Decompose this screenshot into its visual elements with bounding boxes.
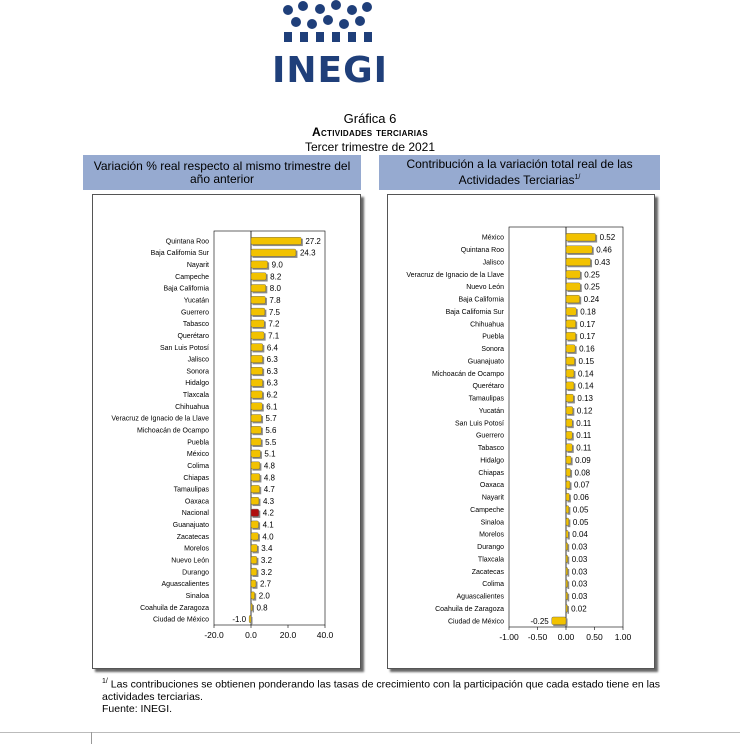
- bar: [566, 233, 596, 241]
- value-label: 4.2: [262, 508, 274, 518]
- bar: [251, 426, 261, 433]
- category-label: Tamaulipas: [173, 486, 209, 494]
- contribution-chart: [388, 195, 654, 668]
- value-label: -1.0: [232, 615, 247, 625]
- footnotes: [102, 676, 662, 715]
- right-header-text: [379, 158, 660, 187]
- category-label: Tamaulipas: [468, 395, 504, 403]
- category-label: Chihuahua: [470, 321, 504, 329]
- category-label: Ciudad de México: [447, 618, 504, 626]
- category-label: Guanajuato: [172, 522, 209, 530]
- bar: [566, 283, 580, 291]
- value-label: 0.14: [577, 369, 594, 379]
- value-label: 0.08: [574, 468, 591, 478]
- value-label: 4.1: [262, 520, 274, 530]
- page-divider: [0, 732, 740, 733]
- category-label: Guerrero: [180, 309, 209, 317]
- category-label: Baja California: [458, 296, 504, 304]
- bar: [251, 474, 260, 481]
- category-label: Yucatán: [183, 297, 209, 305]
- value-label: 0.17: [579, 332, 596, 342]
- bar: [251, 545, 257, 552]
- value-label: 0.25: [584, 282, 600, 292]
- x-tick-label: 40.0: [316, 630, 334, 640]
- contribution-footnote: [102, 676, 662, 703]
- value-label: 0.52: [599, 233, 616, 243]
- category-label: México: [186, 451, 209, 459]
- bar: [566, 369, 574, 377]
- bar: [566, 444, 572, 452]
- bar: [566, 419, 572, 427]
- source-note: Fuente: INEGI.: [102, 702, 173, 715]
- value-label: 6.4: [266, 343, 278, 353]
- bar: [566, 431, 572, 439]
- category-label: Chiapas: [183, 474, 209, 482]
- bar: [251, 308, 265, 315]
- x-tick-label: -1.00: [499, 632, 519, 642]
- category-label: San Luis Potosí: [159, 344, 209, 352]
- category-label: Coahuila de Zaragoza: [435, 605, 504, 613]
- category-label: Nayarit: [481, 494, 504, 502]
- bar: [566, 258, 591, 266]
- x-tick-label: 0.00: [557, 632, 575, 642]
- category-label: Morelos: [184, 545, 209, 553]
- value-label: 6.2: [266, 390, 278, 400]
- bar: [552, 617, 566, 625]
- bar: [566, 308, 576, 316]
- bar: [251, 355, 263, 362]
- bar: [251, 320, 264, 327]
- value-label: 2.7: [259, 579, 272, 589]
- category-label: San Luis Potosí: [454, 420, 504, 428]
- value-label: 5.5: [265, 437, 277, 447]
- bar: [251, 438, 261, 445]
- bar: [566, 382, 574, 390]
- bar: [251, 509, 259, 516]
- value-label: 0.16: [579, 344, 595, 354]
- x-tick-label: -0.50: [527, 632, 548, 642]
- right-chart-panel: [387, 194, 655, 669]
- bar: [251, 332, 264, 339]
- value-label: 0.04: [572, 530, 588, 540]
- value-label: 0.09: [575, 455, 591, 465]
- figure-number: Gráfica 6: [343, 111, 397, 126]
- bar: [566, 394, 573, 402]
- x-tick-label: -20.0: [204, 630, 224, 640]
- value-label: 0.07: [573, 480, 590, 490]
- category-label: Guerrero: [475, 432, 504, 440]
- category-label: Baja California Sur: [445, 308, 504, 316]
- category-label: Oaxaca: [184, 498, 209, 506]
- value-label: 3.4: [261, 544, 273, 554]
- bar: [566, 246, 592, 254]
- value-label: 0.12: [576, 406, 593, 416]
- value-label: 24.3: [299, 248, 316, 258]
- bar: [251, 285, 266, 292]
- bar: [566, 506, 569, 514]
- value-label: 27.2: [305, 236, 321, 246]
- value-label: 0.25: [584, 270, 600, 280]
- category-label: Durango: [182, 569, 209, 577]
- category-label: Durango: [477, 544, 504, 552]
- value-label: 0.03: [571, 554, 588, 564]
- category-label: Michoacán de Ocampo: [432, 370, 504, 378]
- category-label: Ciudad de México: [152, 616, 209, 624]
- category-label: Chiapas: [478, 469, 504, 477]
- bar: [566, 320, 576, 328]
- bar: [566, 357, 575, 365]
- category-label: Campeche: [470, 506, 504, 514]
- bar: [566, 543, 568, 551]
- category-label: Baja California Sur: [150, 250, 209, 258]
- category-label: Sinaloa: [480, 519, 504, 527]
- bar: [251, 273, 266, 280]
- bar: [566, 518, 569, 526]
- value-label: 0.06: [573, 493, 589, 503]
- value-label: 0.03: [571, 542, 588, 552]
- value-label: 0.11: [576, 431, 592, 441]
- category-label: Chihuahua: [175, 403, 209, 411]
- category-label: Morelos: [479, 531, 504, 539]
- contribution-footnote-text: Las contribuciones se obtienen ponderando las tasas de crecimiento con la participación que cada estado tiene en las actividades terciarias.: [102, 678, 661, 703]
- bar: [251, 568, 257, 575]
- value-label: 5.7: [265, 414, 277, 424]
- value-label: 6.3: [266, 378, 278, 388]
- bar: [251, 580, 256, 587]
- bar: [251, 296, 265, 303]
- bar: [566, 567, 568, 575]
- value-label: 0.03: [571, 567, 588, 577]
- category-label: Yucatán: [478, 407, 504, 415]
- right-panel-header: [379, 155, 660, 190]
- bar: [566, 295, 580, 303]
- bar: [251, 261, 268, 268]
- value-label: 0.13: [577, 394, 593, 404]
- category-label: Hidalgo: [185, 380, 209, 388]
- value-label: 4.7: [263, 485, 275, 495]
- bar: [566, 530, 568, 538]
- value-label: 0.05: [572, 505, 589, 515]
- category-label: Tabasco: [182, 321, 209, 329]
- category-label: Zacatecas: [471, 568, 504, 576]
- bar: [251, 237, 301, 244]
- bar: [251, 533, 258, 540]
- value-label: 3.2: [260, 567, 273, 577]
- category-label: Nacional: [181, 510, 209, 518]
- category-label: Colima: [187, 462, 209, 470]
- value-label: 7.8: [269, 296, 281, 305]
- category-label: Veracruz de Ignacio de la Llave: [406, 271, 504, 279]
- inegi-logo-text: INEGI: [272, 50, 389, 91]
- bar: [251, 249, 296, 256]
- figure-title: Actividades terciarias: [312, 125, 428, 139]
- x-tick-label: 1.00: [614, 632, 632, 642]
- bar: [251, 556, 257, 563]
- value-label: 4.3: [262, 496, 275, 506]
- bar-shadow: [568, 606, 570, 614]
- bar: [566, 345, 575, 353]
- bar: [251, 391, 262, 398]
- variation-chart: [93, 195, 360, 668]
- bar: [566, 481, 570, 489]
- bar: [566, 332, 576, 340]
- bar: [251, 403, 262, 410]
- bar: [251, 462, 260, 469]
- value-label: 5.6: [265, 426, 277, 435]
- category-label: Zacatecas: [176, 533, 209, 541]
- category-label: Tlaxcala: [477, 556, 504, 564]
- value-label: 7.1: [268, 331, 280, 341]
- x-tick-label: 0.50: [586, 632, 603, 642]
- category-label: Michoacán de Ocampo: [137, 427, 209, 435]
- category-label: Querétaro: [177, 332, 209, 340]
- category-label: Tlaxcala: [182, 392, 209, 400]
- bar: [566, 407, 573, 415]
- bar: [566, 580, 568, 588]
- value-label: 0.11: [576, 443, 592, 453]
- right-header-footnote-marker: 1/: [574, 174, 581, 181]
- category-label: Querétaro: [472, 383, 504, 391]
- value-label: -0.25: [530, 616, 549, 626]
- value-label: 9.0: [271, 260, 283, 270]
- value-label: 4.0: [262, 532, 274, 542]
- category-label: Quintana Roo: [460, 247, 504, 255]
- bar: [251, 367, 263, 374]
- left-panel-header: [83, 155, 361, 190]
- value-label: 0.05: [572, 517, 589, 527]
- value-label: 0.8: [256, 603, 268, 613]
- category-label: Sonora: [481, 346, 504, 354]
- category-label: Puebla: [482, 333, 504, 341]
- category-label: Aguascalientes: [456, 593, 504, 601]
- value-label: 4.8: [263, 461, 276, 471]
- bar: [251, 592, 255, 599]
- category-label: Sinaloa: [185, 592, 209, 600]
- x-tick-label: 0.0: [245, 630, 257, 640]
- bar: [566, 592, 568, 600]
- category-label: Oaxaca: [479, 482, 504, 490]
- category-label: Sonora: [186, 368, 209, 376]
- bar: [251, 604, 253, 611]
- category-label: Nuevo León: [466, 284, 504, 292]
- bar-shadow: [253, 605, 255, 612]
- footnote-marker: 1/: [102, 678, 108, 685]
- category-label: Aguascalientes: [161, 581, 209, 589]
- category-label: Jalisco: [187, 356, 209, 364]
- right-header-label: Contribución a la variación total real de las Actividades Terciarias: [406, 157, 633, 187]
- category-label: Nayarit: [186, 262, 209, 270]
- category-label: Campeche: [175, 273, 209, 281]
- category-label: Baja California: [163, 285, 209, 293]
- value-label: 2.0: [258, 591, 270, 601]
- value-label: 0.03: [571, 592, 588, 602]
- value-label: 8.0: [269, 284, 281, 294]
- value-label: 7.5: [268, 307, 280, 317]
- value-label: 0.43: [594, 257, 611, 267]
- category-label: Quintana Roo: [165, 238, 209, 246]
- bar: [566, 456, 571, 464]
- page-divider-tick: [91, 732, 92, 744]
- bar: [251, 521, 259, 528]
- category-label: Puebla: [187, 439, 209, 447]
- left-header-text: Variación % real respecto al mismo trimestre del año anterior: [93, 158, 351, 186]
- category-label: Veracruz de Ignacio de la Llave: [111, 415, 209, 423]
- value-label: 3.2: [260, 556, 273, 565]
- bar: [566, 493, 569, 501]
- category-label: Nuevo León: [171, 557, 209, 565]
- value-label: 0.17: [579, 319, 596, 329]
- bar: [566, 605, 568, 613]
- bar: [249, 615, 251, 622]
- bar: [251, 344, 263, 351]
- category-label: Guanajuato: [467, 358, 504, 366]
- category-label: Coahuila de Zaragoza: [140, 604, 209, 612]
- value-label: 0.11: [576, 418, 592, 428]
- value-label: 0.14: [577, 381, 594, 391]
- x-tick-label: 20.0: [279, 630, 297, 640]
- bar: [566, 270, 580, 278]
- figure-subtitle: Tercer trimestre de 2021: [304, 140, 436, 154]
- value-label: 6.3: [266, 366, 278, 376]
- bar: [566, 555, 568, 563]
- category-label: Hidalgo: [480, 457, 504, 465]
- bar: [251, 497, 259, 504]
- bar: [251, 485, 260, 492]
- category-label: Colima: [482, 581, 504, 589]
- category-label: México: [481, 234, 504, 242]
- value-label: 0.24: [583, 295, 600, 305]
- value-label: 0.02: [571, 604, 587, 614]
- value-label: 4.8: [263, 473, 276, 483]
- category-label: Tabasco: [477, 445, 504, 453]
- bar: [251, 415, 262, 422]
- value-label: 0.15: [578, 356, 595, 366]
- bar: [566, 468, 571, 476]
- value-label: 7.2: [268, 319, 280, 329]
- value-label: 8.2: [270, 272, 282, 282]
- left-chart-panel: [92, 194, 361, 669]
- bar: [251, 450, 260, 457]
- value-label: 0.46: [596, 245, 612, 255]
- value-label: 0.18: [580, 307, 596, 317]
- value-label: 6.3: [266, 355, 278, 365]
- value-label: 5.1: [264, 449, 276, 459]
- category-label: Jalisco: [482, 259, 504, 267]
- value-label: 6.1: [266, 402, 278, 412]
- value-label: 0.03: [571, 579, 588, 589]
- bar: [251, 379, 263, 386]
